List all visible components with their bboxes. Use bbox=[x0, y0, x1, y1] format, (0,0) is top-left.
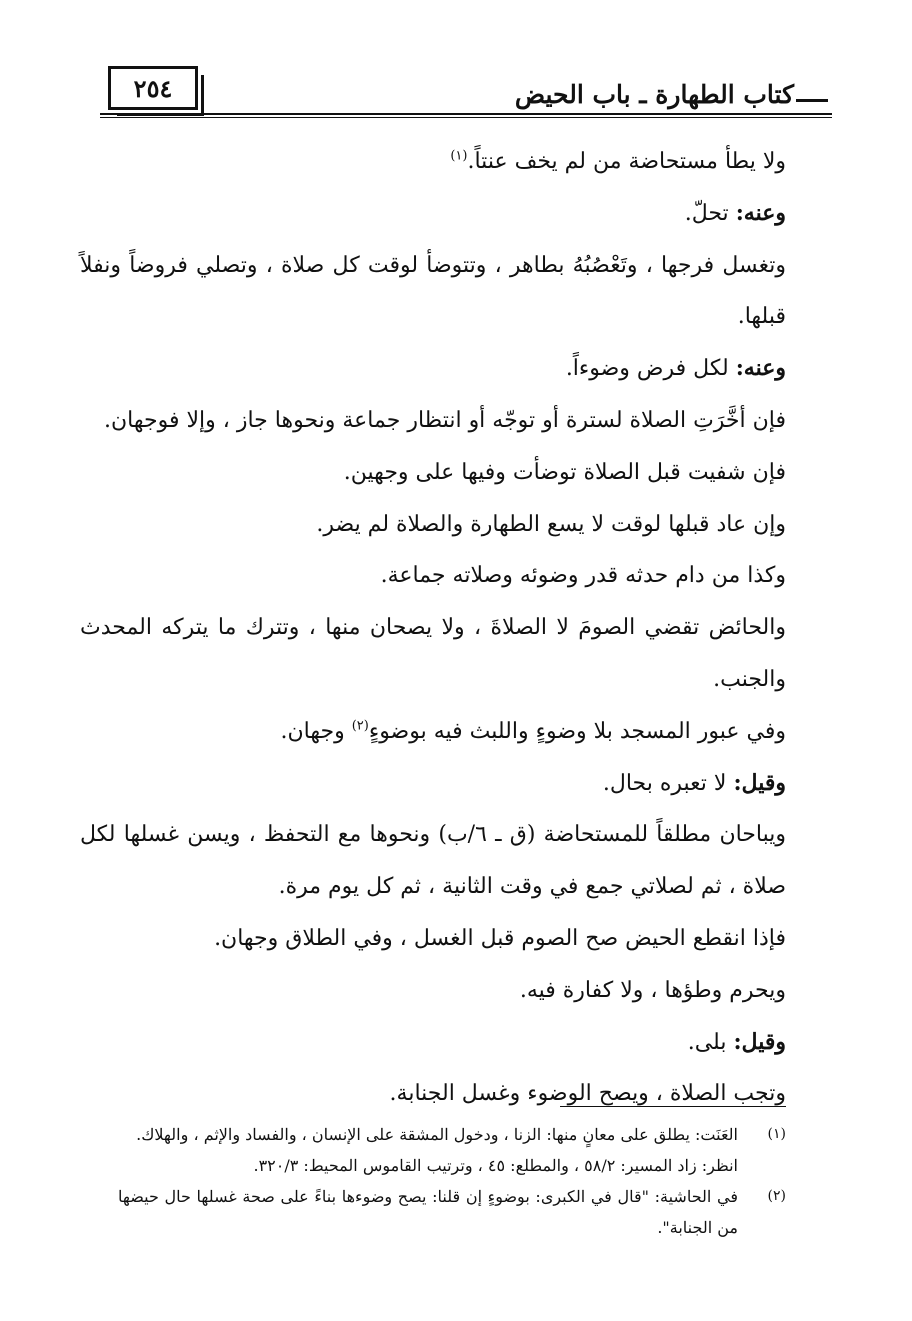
label-anhu: وعنه: bbox=[735, 355, 786, 382]
footnote-1-line-1: العَنَت: يطلق على معانٍ منها: الزنا ، ودخول المشقة على الإنسان ، والفساد والإثم ، والهلاك. bbox=[136, 1125, 738, 1144]
paragraph-8: وكذا من دام حدثه قدر وضوئه وصلاته جماعة. bbox=[380, 563, 786, 589]
page-number-box bbox=[108, 66, 198, 110]
paragraph-6: فإن شفيت قبل الصلاة توضأت وفيها على وجهين. bbox=[343, 459, 786, 485]
paragraph-3: وتغسل فرجها ، وتَعْصُبُهُ بطاهر ، وتتوضأ لوقت كل صلاة ، وتصلي فروضاً ونفلاً قبلها. bbox=[80, 252, 786, 330]
page-number: ٢٥٤ bbox=[133, 73, 173, 103]
paragraph-4: وعنه: لكل فرض وضوءاً. bbox=[565, 355, 786, 382]
header-rule bbox=[100, 113, 832, 118]
footnote-2-number: (٢) bbox=[767, 1188, 786, 1204]
paragraph-5: فإن أخَّرَتِ الصلاة لسترة أو توجّه أو انتظار جماعة ونحوها جاز ، وإلا فوجهان. bbox=[104, 407, 786, 433]
label-qila: وقيل: bbox=[733, 769, 786, 796]
paragraph-14: ويحرم وطؤها ، ولا كفارة فيه. bbox=[519, 977, 786, 1003]
footnote-ref-1[interactable]: (١) bbox=[450, 148, 468, 164]
footnote-2-text: في الحاشية: "قال في الكبرى: بوضوءٍ إن قلنا: يصح وضوءها بناءً على صحة غسلها حال حيضها من الجنابة". bbox=[118, 1187, 739, 1237]
header-dash-ornament bbox=[796, 99, 828, 102]
footnote-1-number: (١) bbox=[767, 1126, 786, 1142]
paragraph-10: وفي عبور المسجد بلا وضوءٍ واللبث فيه بوضوءٍ$^{(٢)}$ وجهان. bbox=[280, 718, 786, 744]
label-qila: وقيل: bbox=[733, 1028, 786, 1055]
paragraph-16: وتجب الصلاة ، ويصح الوضوء وغسل الجنابة. bbox=[389, 1081, 786, 1107]
footnote-separator bbox=[560, 1106, 786, 1107]
footnote-2 bbox=[118, 1181, 786, 1243]
paragraph-13: فإذا انقطع الحيض صح الصوم قبل الغسل ، وفي الطلاق وجهان. bbox=[214, 925, 786, 951]
footnotes bbox=[118, 1119, 786, 1243]
paragraph-15: وقيل: بلى. bbox=[687, 1028, 786, 1055]
paragraph-12: ويباحان مطلقاً للمستحاضة (ق ـ ٦/ب) ونحوها مع التحفظ ، ويسن غسلها لكل صلاة ، ثم لصلاتي جمع في وقت الثانية ، ثم كل يوم مرة. bbox=[80, 822, 786, 900]
paragraph-9: والحائض تقضي الصومَ لا الصلاةَ ، ولا يصحان منها ، وتترك ما يتركه المحدث والجنب. bbox=[80, 615, 786, 692]
main-text bbox=[80, 136, 786, 1120]
paragraph-2: وعنه: تحلّ. bbox=[684, 199, 786, 226]
label-anhu: وعنه: bbox=[735, 199, 786, 226]
footnote-1-line-2: انظر: زاد المسير: ٥٨/٢ ، والمطلع: ٤٥ ، وترتيب القاموس المحيط: ٣٢٠/٣. bbox=[253, 1156, 738, 1175]
footnote-ref-2[interactable]: (٢) bbox=[351, 718, 369, 734]
footnote-1 bbox=[118, 1119, 786, 1181]
running-header: كتاب الطهارة ـ باب الحيض bbox=[514, 80, 794, 109]
paragraph-1: ولا يطأ مستحاضة من لم يخف عنتاً.$^{(١)}$ bbox=[450, 148, 786, 174]
paragraph-11: وقيل: لا تعبره بحال. bbox=[602, 769, 786, 796]
paragraph-7: وإن عاد قبلها لوقت لا يسع الطهارة والصلاة لم يضر. bbox=[316, 511, 786, 537]
